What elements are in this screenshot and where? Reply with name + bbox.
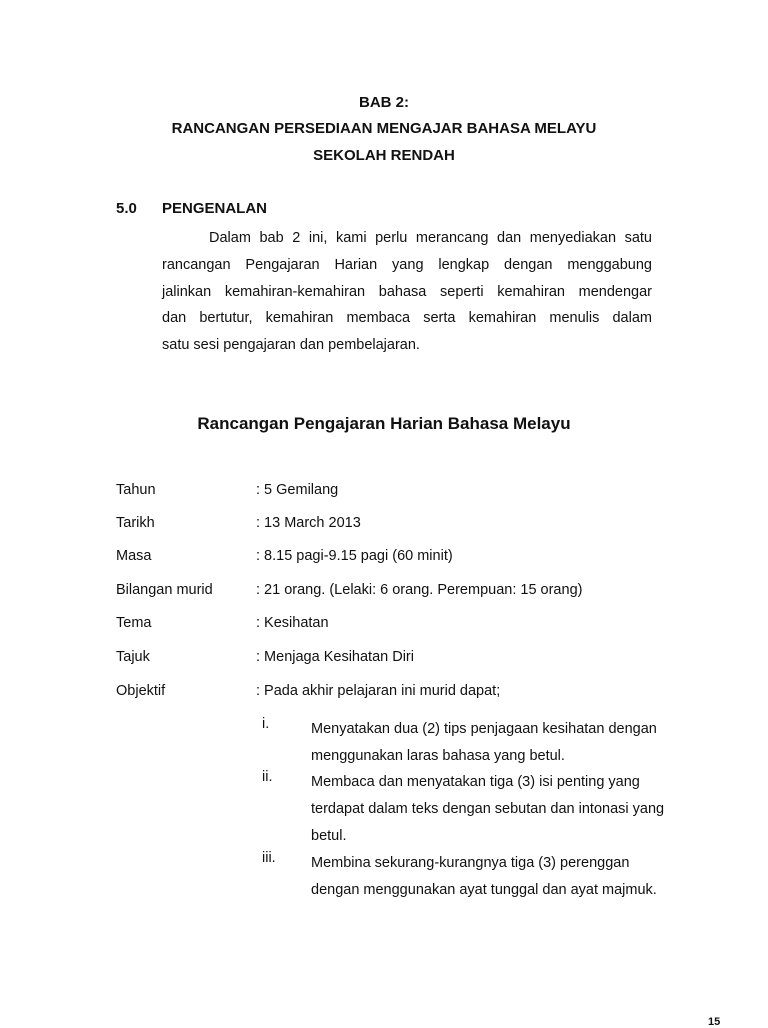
objective-number: ii. [262, 769, 273, 785]
section-number: 5.0 [116, 200, 137, 217]
paragraph-line: rancangan Pengajaran Harian yang lengkap dengan menggabung [162, 256, 652, 273]
field-label-masa: Masa [116, 548, 152, 564]
objective-text: Membaca dan menyatakan tiga (3) isi penting yang terdapat dalam teks dengan sebutan dan intonasi yang betul. [311, 774, 665, 844]
field-value-tahun: : 5 Gemilang [256, 482, 339, 498]
page-number: 15 [708, 1016, 721, 1028]
document-title: RANCANGAN PERSEDIAAN MENGAJAR BAHASA MELAYU [171, 120, 597, 137]
chapter-label: BAB 2: [358, 94, 409, 111]
objective-text: Membina sekurang-kurangnya tiga (3) perenggan dengan menggunakan ayat tunggal dan ayat majmuk. [311, 855, 657, 898]
field-label-tahun: Tahun [116, 482, 156, 498]
field-label-objektif: Objektif [116, 683, 166, 699]
field-label-tema: Tema [116, 615, 152, 631]
field-value-objektif: : Pada akhir pelajaran ini murid dapat; [256, 683, 501, 699]
paragraph-line: dan bertutur, kemahiran membaca serta kemahiran menulis dalam [162, 310, 652, 327]
objective-number: iii. [262, 850, 276, 866]
plan-title: Rancangan Pengajaran Harian Bahasa Melayu [197, 414, 571, 433]
field-label-tarikh: Tarikh [116, 515, 155, 531]
paragraph-line: satu sesi pengajaran dan pembelajaran. [162, 337, 420, 354]
field-value-masa: : 8.15 pagi-9.15 pagi (60 minit) [256, 548, 453, 564]
field-value-tajuk: : Menjaga Kesihatan Diri [256, 649, 414, 665]
paragraph-line: jalinkan kemahiran-kemahiran bahasa seperti kemahiran mendengar [162, 283, 652, 300]
document-subtitle: SEKOLAH RENDAH [313, 147, 455, 164]
field-label-tajuk: Tajuk [116, 649, 150, 665]
objective-text: Menyatakan dua (2) tips penjagaan kesihatan dengan menggunakan laras bahasa yang betul. [311, 721, 657, 764]
section-heading: PENGENALAN [162, 200, 268, 217]
field-value-tarikh: : 13 March 2013 [256, 515, 361, 531]
field-value-bilangan-murid: : 21 orang. (Lelaki: 6 orang. Perempuan: 15 orang) [256, 582, 583, 598]
field-value-tema: : Kesihatan [256, 615, 329, 631]
intro-paragraph [162, 225, 652, 359]
field-label-bilangan-murid: Bilangan murid [116, 582, 213, 598]
objective-number: i. [262, 716, 270, 732]
paragraph-line: Dalam bab 2 ini, kami perlu merancang dan menyediakan satu [209, 230, 652, 246]
